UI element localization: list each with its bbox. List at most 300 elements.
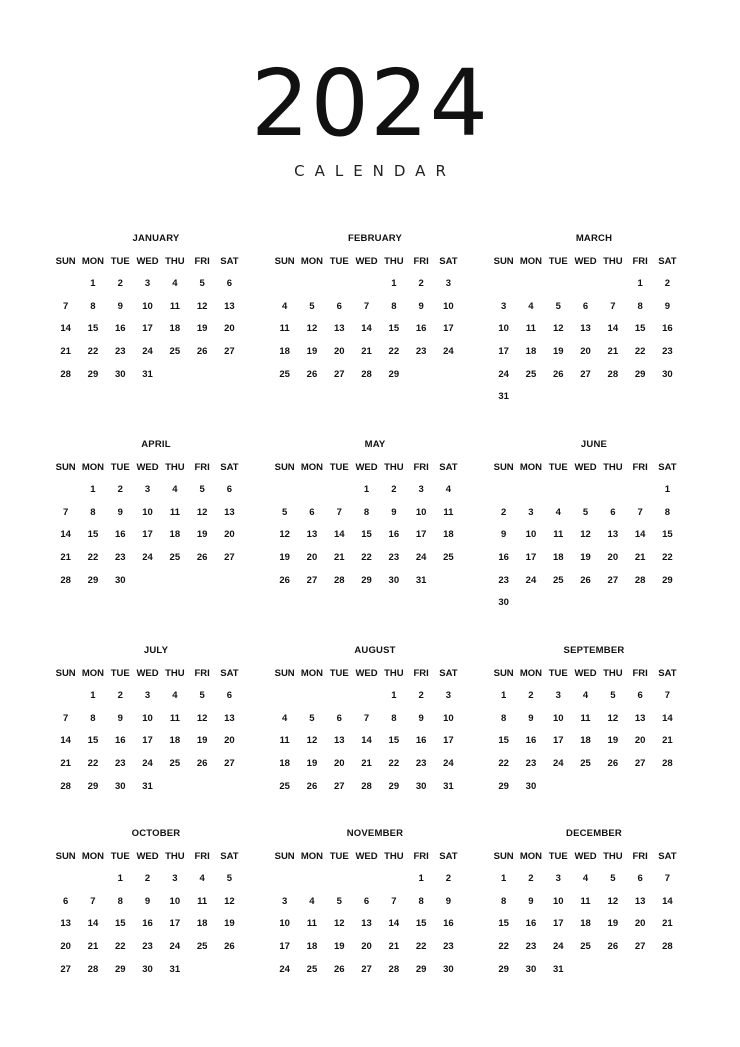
weekday-label: FRI — [632, 851, 648, 862]
day-cell: 6 — [226, 484, 233, 495]
day-cell: 17 — [552, 735, 564, 747]
day-cell: 7 — [363, 712, 370, 724]
weekday-label: FRI — [194, 851, 210, 862]
month-name: DECEMBER — [566, 828, 622, 839]
day-cell: 11 — [169, 712, 180, 724]
day-cell: 3 — [418, 484, 424, 495]
day-cell: 1 — [363, 484, 370, 495]
empty-cell — [326, 872, 353, 895]
day-cell: 8 — [90, 712, 96, 724]
day-grid — [490, 872, 694, 985]
weekday-label: WED — [136, 256, 159, 267]
day-cell: 28 — [60, 368, 71, 380]
empty-cell — [599, 277, 626, 300]
weekday-label: FRI — [413, 256, 429, 267]
weekday-header — [271, 667, 475, 681]
day-cell: 28 — [662, 941, 673, 953]
month-march — [494, 232, 694, 413]
day-cell: 8 — [637, 300, 643, 312]
weekday-label: SAT — [220, 462, 239, 473]
day-cell: 13 — [580, 323, 591, 335]
day-cell: 23 — [415, 758, 427, 770]
day-cell: 7 — [664, 873, 671, 884]
day-cell: 25 — [279, 780, 290, 792]
empty-cell — [52, 689, 79, 712]
empty-cell — [271, 483, 298, 506]
day-cell: 19 — [196, 323, 208, 335]
weekday-label: THU — [603, 668, 623, 679]
day-cell: 11 — [525, 323, 536, 335]
day-cell: 27 — [333, 368, 345, 380]
empty-cell — [298, 483, 325, 506]
day-cell: 17 — [443, 323, 454, 335]
day-cell: 20 — [60, 941, 71, 953]
day-cell: 14 — [634, 529, 646, 541]
day-cell: 12 — [552, 323, 564, 335]
weekday-label: MON — [519, 256, 543, 267]
weekday-label: WED — [136, 462, 159, 473]
day-cell: 30 — [114, 368, 126, 380]
day-cell: 9 — [117, 300, 123, 312]
empty-cell — [52, 483, 79, 506]
weekday-label: SAT — [658, 668, 677, 679]
day-cell: 27 — [634, 941, 646, 953]
weekday-label: WED — [355, 668, 378, 679]
day-cell: 25 — [169, 346, 181, 358]
day-grid — [271, 277, 475, 390]
day-cell: 3 — [445, 278, 452, 289]
empty-cell — [271, 872, 298, 895]
weekday-header — [271, 255, 475, 269]
month-name: OCTOBER — [131, 828, 181, 839]
day-cell: 24 — [525, 574, 537, 586]
day-cell: 30 — [525, 963, 537, 975]
weekday-label: THU — [384, 256, 404, 267]
day-cell: 23 — [388, 552, 400, 564]
day-cell: 7 — [637, 506, 643, 518]
day-cell: 20 — [607, 552, 619, 564]
weekday-label: WED — [355, 462, 378, 473]
day-cell: 2 — [445, 873, 452, 884]
day-cell: 28 — [361, 780, 372, 792]
weekday-label: SUN — [274, 668, 295, 679]
day-cell: 14 — [361, 323, 372, 335]
day-cell: 21 — [361, 758, 372, 770]
day-cell: 24 — [142, 346, 153, 358]
weekday-label: WED — [136, 851, 159, 862]
day-cell: 8 — [501, 895, 507, 907]
empty-cell — [326, 689, 353, 712]
weekday-label: SUN — [493, 256, 514, 267]
day-cell: 30 — [525, 780, 537, 792]
day-cell: 10 — [443, 712, 454, 724]
weekday-label: FRI — [632, 462, 648, 473]
day-cell: 11 — [197, 895, 208, 907]
weekday-label: TUE — [329, 462, 349, 473]
day-cell: 5 — [555, 300, 561, 312]
day-cell: 23 — [114, 758, 126, 770]
weekday-label: TUE — [329, 256, 349, 267]
day-cell: 22 — [662, 552, 673, 564]
month-name: FEBRUARY — [347, 233, 403, 244]
day-cell: 6 — [610, 506, 616, 518]
day-cell: 18 — [279, 758, 290, 770]
day-cell: 29 — [415, 963, 427, 975]
day-cell: 4 — [445, 484, 452, 495]
day-cell: 25 — [169, 758, 181, 770]
month-december — [494, 827, 694, 985]
month-name: MAY — [364, 439, 386, 450]
weekday-header — [490, 255, 694, 269]
day-cell: 24 — [443, 346, 454, 358]
day-cell: 28 — [388, 963, 400, 975]
month-november — [275, 827, 475, 985]
weekday-label: SAT — [658, 462, 677, 473]
day-cell: 15 — [388, 323, 400, 335]
weekday-label: FRI — [194, 668, 210, 679]
day-cell: 22 — [498, 941, 509, 953]
day-cell: 8 — [418, 895, 424, 907]
day-cell: 7 — [391, 895, 397, 907]
month-june — [494, 438, 694, 619]
day-cell: 25 — [279, 368, 290, 380]
day-cell: 16 — [114, 323, 126, 335]
day-cell: 15 — [498, 918, 509, 930]
day-cell: 19 — [552, 346, 564, 358]
day-cell: 26 — [607, 941, 619, 953]
weekday-label: SAT — [658, 851, 677, 862]
weekday-label: TUE — [548, 462, 568, 473]
day-cell: 29 — [498, 780, 509, 792]
day-cell: 27 — [361, 963, 372, 975]
day-cell: 19 — [279, 552, 290, 564]
day-cell: 2 — [418, 690, 424, 701]
month-july — [56, 644, 256, 802]
weekday-label: TUE — [110, 851, 130, 862]
weekday-label: TUE — [548, 668, 568, 679]
day-cell: 12 — [607, 712, 619, 724]
day-cell: 1 — [90, 690, 96, 701]
weekday-label: WED — [355, 851, 378, 862]
day-cell: 17 — [552, 918, 564, 930]
day-cell: 21 — [634, 552, 646, 564]
day-cell: 24 — [415, 552, 427, 564]
day-cell: 1 — [501, 690, 507, 701]
weekday-label: THU — [603, 851, 623, 862]
day-cell: 13 — [60, 918, 71, 930]
weekday-label: MON — [519, 462, 543, 473]
day-cell: 4 — [282, 300, 288, 312]
day-cell: 26 — [196, 346, 208, 358]
day-cell: 9 — [664, 300, 671, 312]
day-cell: 18 — [169, 323, 181, 335]
weekday-label: TUE — [548, 256, 568, 267]
weekday-label: THU — [603, 256, 623, 267]
day-cell: 19 — [333, 941, 345, 953]
day-cell: 19 — [607, 735, 619, 747]
day-cell: 28 — [662, 758, 673, 770]
day-cell: 14 — [60, 323, 71, 335]
day-cell: 5 — [199, 690, 205, 701]
day-cell: 25 — [169, 552, 181, 564]
day-cell: 11 — [580, 712, 591, 724]
day-cell: 18 — [443, 529, 454, 541]
empty-cell — [517, 277, 544, 300]
day-cell: 11 — [279, 735, 290, 747]
day-cell: 22 — [498, 758, 509, 770]
day-cell: 12 — [333, 918, 345, 930]
day-cell: 29 — [634, 368, 646, 380]
empty-cell — [353, 277, 380, 300]
day-cell: 24 — [498, 368, 509, 380]
day-cell: 9 — [528, 895, 534, 907]
day-cell: 31 — [552, 963, 564, 975]
day-cell: 9 — [445, 895, 452, 907]
day-cell: 12 — [279, 529, 290, 541]
day-cell: 26 — [580, 574, 591, 586]
weekday-label: WED — [574, 668, 597, 679]
day-cell: 29 — [662, 574, 673, 586]
weekday-label: SAT — [220, 668, 239, 679]
weekday-label: MON — [81, 462, 105, 473]
day-cell: 16 — [415, 323, 427, 335]
day-cell: 5 — [610, 873, 616, 884]
day-cell: 14 — [361, 735, 372, 747]
day-cell: 25 — [306, 963, 318, 975]
day-cell: 14 — [60, 735, 71, 747]
day-cell: 31 — [443, 780, 454, 792]
day-cell: 25 — [196, 941, 208, 953]
day-cell: 17 — [142, 735, 153, 747]
day-cell: 12 — [306, 735, 318, 747]
day-cell: 8 — [664, 506, 671, 518]
day-cell: 30 — [114, 574, 126, 586]
day-cell: 11 — [553, 529, 564, 541]
weekday-label: FRI — [413, 462, 429, 473]
day-cell: 20 — [224, 323, 235, 335]
day-cell: 18 — [169, 529, 181, 541]
day-cell: 19 — [306, 346, 318, 358]
day-cell: 21 — [607, 346, 619, 358]
day-grid — [52, 689, 256, 802]
day-cell: 1 — [90, 484, 96, 495]
day-cell: 10 — [142, 300, 153, 312]
day-cell: 8 — [90, 506, 96, 518]
day-cell: 13 — [634, 895, 646, 907]
day-cell: 8 — [363, 506, 370, 518]
day-cell: 22 — [388, 758, 400, 770]
weekday-label: SUN — [274, 851, 295, 862]
day-cell: 2 — [117, 278, 123, 289]
day-cell: 20 — [580, 346, 591, 358]
day-cell: 14 — [60, 529, 71, 541]
day-cell: 8 — [391, 712, 397, 724]
day-cell: 9 — [117, 712, 123, 724]
day-cell: 24 — [443, 758, 454, 770]
empty-cell — [626, 483, 653, 506]
weekday-label: SAT — [439, 851, 458, 862]
month-name: JUNE — [580, 439, 608, 450]
day-cell: 31 — [169, 963, 181, 975]
day-cell: 3 — [282, 895, 288, 907]
day-cell: 3 — [172, 873, 178, 884]
month-may — [275, 438, 475, 596]
day-cell: 30 — [388, 574, 400, 586]
day-cell: 19 — [306, 758, 318, 770]
day-cell: 10 — [498, 323, 509, 335]
weekday-label: FRI — [194, 462, 210, 473]
day-cell: 22 — [87, 758, 99, 770]
empty-cell — [353, 689, 380, 712]
day-grid — [52, 483, 256, 596]
weekday-label: FRI — [632, 668, 648, 679]
day-cell: 1 — [90, 278, 96, 289]
day-cell: 13 — [607, 529, 619, 541]
weekday-label: SAT — [439, 668, 458, 679]
day-cell: 10 — [142, 712, 153, 724]
day-cell: 10 — [142, 506, 153, 518]
day-cell: 17 — [415, 529, 427, 541]
day-cell: 30 — [142, 963, 153, 975]
day-cell: 16 — [142, 918, 153, 930]
day-cell: 1 — [391, 278, 397, 289]
day-cell: 5 — [282, 506, 288, 518]
month-name: JULY — [143, 645, 169, 656]
day-cell: 9 — [391, 506, 397, 518]
day-cell: 2 — [664, 278, 671, 289]
weekday-header — [52, 255, 256, 269]
day-cell: 16 — [498, 552, 509, 564]
day-cell: 27 — [224, 758, 235, 770]
day-cell: 7 — [63, 712, 69, 724]
day-cell: 2 — [528, 690, 534, 701]
calendar-subtitle: CALENDAR — [294, 162, 456, 180]
day-cell: 17 — [279, 941, 290, 953]
day-cell: 7 — [90, 895, 96, 907]
weekday-label: WED — [574, 256, 597, 267]
day-cell: 14 — [333, 529, 345, 541]
day-cell: 2 — [501, 506, 507, 518]
day-cell: 7 — [63, 506, 69, 518]
day-cell: 5 — [610, 690, 616, 701]
day-cell: 20 — [361, 941, 372, 953]
weekday-label: SUN — [493, 668, 514, 679]
day-cell: 7 — [363, 300, 370, 312]
weekday-label: SUN — [493, 851, 514, 862]
day-cell: 27 — [224, 552, 235, 564]
empty-cell — [572, 483, 599, 506]
day-cell: 22 — [634, 346, 646, 358]
day-cell: 20 — [224, 529, 235, 541]
day-cell: 15 — [114, 918, 126, 930]
empty-cell — [271, 689, 298, 712]
day-cell: 10 — [552, 895, 564, 907]
weekday-label: MON — [300, 256, 324, 267]
empty-cell — [298, 277, 325, 300]
day-cell: 12 — [224, 895, 235, 907]
day-cell: 26 — [607, 758, 619, 770]
day-cell: 23 — [114, 552, 126, 564]
weekday-label: SUN — [55, 256, 76, 267]
day-cell: 27 — [60, 963, 71, 975]
day-cell: 13 — [333, 735, 345, 747]
weekday-header — [52, 461, 256, 475]
day-cell: 23 — [662, 346, 673, 358]
day-cell: 23 — [443, 941, 454, 953]
weekday-label: MON — [300, 462, 324, 473]
empty-cell — [572, 277, 599, 300]
day-cell: 4 — [172, 484, 178, 495]
day-cell: 14 — [662, 712, 673, 724]
weekday-label: THU — [384, 462, 404, 473]
day-cell: 13 — [333, 323, 345, 335]
month-january — [56, 232, 256, 390]
day-cell: 31 — [415, 574, 427, 586]
day-cell: 20 — [634, 918, 646, 930]
weekday-label: WED — [355, 256, 378, 267]
day-cell: 7 — [610, 300, 616, 312]
empty-cell — [298, 872, 325, 895]
day-cell: 2 — [528, 873, 534, 884]
day-cell: 29 — [498, 963, 509, 975]
day-cell: 17 — [142, 529, 153, 541]
empty-cell — [271, 277, 298, 300]
day-cell: 15 — [415, 918, 427, 930]
day-cell: 6 — [336, 712, 342, 724]
day-cell: 4 — [172, 690, 178, 701]
weekday-label: SAT — [220, 851, 239, 862]
weekday-label: SUN — [274, 462, 295, 473]
empty-cell — [490, 483, 517, 506]
weekday-label: SAT — [220, 256, 239, 267]
month-august — [275, 644, 475, 802]
day-cell: 6 — [637, 690, 643, 701]
weekday-label: THU — [165, 668, 185, 679]
day-cell: 23 — [525, 941, 537, 953]
day-cell: 12 — [306, 323, 318, 335]
weekday-label: SAT — [439, 256, 458, 267]
weekday-label: MON — [81, 851, 105, 862]
day-cell: 18 — [169, 735, 181, 747]
day-cell: 6 — [226, 278, 233, 289]
day-cell: 23 — [114, 346, 126, 358]
day-cell: 18 — [279, 346, 290, 358]
day-cell: 3 — [501, 300, 507, 312]
empty-cell — [52, 872, 79, 895]
year-title: 2024 — [250, 50, 490, 157]
day-cell: 23 — [525, 758, 537, 770]
day-cell: 24 — [552, 941, 564, 953]
day-cell: 14 — [662, 895, 673, 907]
day-cell: 24 — [169, 941, 181, 953]
weekday-header — [52, 667, 256, 681]
day-cell: 9 — [418, 712, 424, 724]
day-cell: 31 — [498, 391, 509, 403]
day-cell: 7 — [664, 690, 671, 701]
day-cell: 29 — [388, 780, 400, 792]
day-cell: 27 — [607, 574, 619, 586]
day-cell: 8 — [90, 300, 96, 312]
day-cell: 1 — [664, 484, 671, 495]
weekday-label: MON — [300, 668, 324, 679]
month-name: NOVEMBER — [346, 828, 404, 839]
day-cell: 1 — [117, 873, 123, 884]
day-cell: 17 — [443, 735, 454, 747]
day-cell: 11 — [306, 918, 317, 930]
weekday-label: TUE — [110, 668, 130, 679]
day-cell: 18 — [580, 735, 591, 747]
day-cell: 4 — [582, 873, 589, 884]
